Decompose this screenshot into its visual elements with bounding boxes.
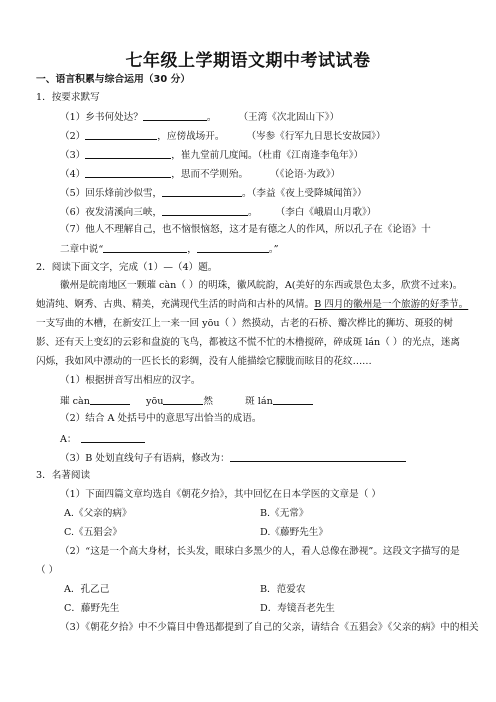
passage-line-2: 她清纯、婀秀、古典、精美，充满现代生活的时尚和古朴的风情。B 四月的徽州是一个旅游的好季节。 bbox=[36, 299, 469, 310]
answer-blank[interactable] bbox=[143, 110, 207, 121]
passage-line-3: 一支写曲的木槽，在新安江上一来一回 yōu（ ）然摸动，古老的石桥、瓣次桦比的狮坊、斑驳的树 bbox=[36, 318, 453, 329]
answer-blank[interactable] bbox=[197, 242, 269, 253]
q3-sub-2: （2）“这是一个高大身材，长头发，眼球白多黑少的人，看人总像在渺视”。这段文字描写的是 bbox=[60, 546, 460, 557]
q3-sub-1: （1）下面四篇文章均选自《朝花夕拾》，其中回忆在日本学医的文章是（ ） bbox=[60, 489, 381, 500]
option-c[interactable]: C．藤野先生 bbox=[64, 603, 120, 614]
answer-blank[interactable] bbox=[230, 451, 406, 462]
passage-line-1: 徽州是皖南地区一颗璀 càn（ ）的明珠，徽风皖韵，A(美好的东西或景色太多，欣赏不过来)。 bbox=[60, 280, 463, 291]
answer-blank[interactable] bbox=[103, 242, 187, 253]
q1-item-6: （6）夜发清溪向三峡， 。 （李白《峨眉山月歌》） bbox=[60, 207, 377, 218]
answer-blank[interactable] bbox=[162, 186, 242, 197]
q1-item-5: （5）回乐烽前沙似雪， 。（李益《夜上受降城闻笛》） bbox=[60, 188, 367, 199]
page-title: 七年级上学期语文期中考试试卷 bbox=[125, 51, 371, 71]
answer-blank[interactable] bbox=[163, 394, 203, 405]
q2-a-answer-row: A： bbox=[60, 432, 145, 446]
passage-line-4: 影、还有天上变幻的云彩和盘旋的飞鸟，都被这不慌不忙的木橹搅碎，碎成斑 lán（ ）的光点，迷离 bbox=[36, 337, 461, 348]
answer-blank[interactable] bbox=[85, 148, 171, 159]
answer-blank[interactable] bbox=[90, 394, 130, 405]
q2-sub-3: （3）B 处划直线句子有语病，修改为： bbox=[60, 451, 406, 465]
q3-sub-3: （3）《朝花夕拾》中不少篇目中鲁迅都提到了自己的父亲，请结合《五猖会》《父亲的病》中的相关 bbox=[60, 622, 479, 633]
q1-item-1: （1）乡书何处达？ 。 （王湾《次北固山下》） bbox=[60, 112, 340, 123]
q2-sub-2: （2）结合 A 处括号中的意思写出恰当的成语。 bbox=[60, 413, 262, 424]
q1-item-4: （4） ，思而不学则殆。 （《论语·为政》） bbox=[60, 169, 341, 180]
question-3-stem: 3．名著阅读 bbox=[36, 470, 91, 481]
passage-line-5: 闪烁，我如风中漂动的一匹长长的彩绸，没有人能描绘它朦胧而眩目的花纹…… bbox=[36, 356, 372, 367]
pinyin-row: 璀 càn yōu 然 斑 lán bbox=[60, 394, 313, 408]
option-c[interactable]: C.《五猖会》 bbox=[64, 527, 123, 538]
question-2-stem: 2．阅读下面文字，完成（1）—（4）题。 bbox=[36, 262, 218, 273]
answer-blank[interactable] bbox=[81, 432, 145, 443]
answer-blank[interactable] bbox=[162, 205, 248, 216]
section-heading: 一、语言积累与综合运用（30 分） bbox=[36, 74, 191, 85]
q1-item-7-continued: 二章中说“ ， 。” bbox=[60, 244, 279, 255]
option-b[interactable]: B．范爱农 bbox=[260, 584, 306, 595]
option-a[interactable]: A.《父亲的病》 bbox=[64, 508, 132, 519]
answer-blank[interactable] bbox=[85, 167, 171, 178]
q1-item-7: （7）他人不理解自己，也不恼恨恼怒，这才是有德之人的作风，所以孔子在《论语》十 bbox=[60, 224, 431, 235]
question-1-stem: 1．按要求默写 bbox=[36, 92, 100, 103]
option-a[interactable]: A．孔乙己 bbox=[64, 584, 110, 595]
option-d[interactable]: D.《藤野先生》 bbox=[260, 527, 328, 538]
answer-blank[interactable] bbox=[85, 129, 157, 140]
q2-sub-1: （1）根据拼音写出相应的汉字。 bbox=[60, 375, 201, 386]
q3-sub-2-paren: （ ） bbox=[36, 565, 59, 576]
option-b[interactable]: B.《无常》 bbox=[260, 508, 309, 519]
q1-item-2: （2） ，应傍战场开。 （岑参《行军九日思长安故园》） bbox=[60, 131, 386, 142]
option-d[interactable]: D．寿镜吾老先生 bbox=[260, 603, 335, 614]
q1-item-3: （3） ，崔九堂前几度闻。（杜甫《江南逢李龟年》） bbox=[60, 150, 364, 161]
answer-blank[interactable] bbox=[273, 394, 313, 405]
